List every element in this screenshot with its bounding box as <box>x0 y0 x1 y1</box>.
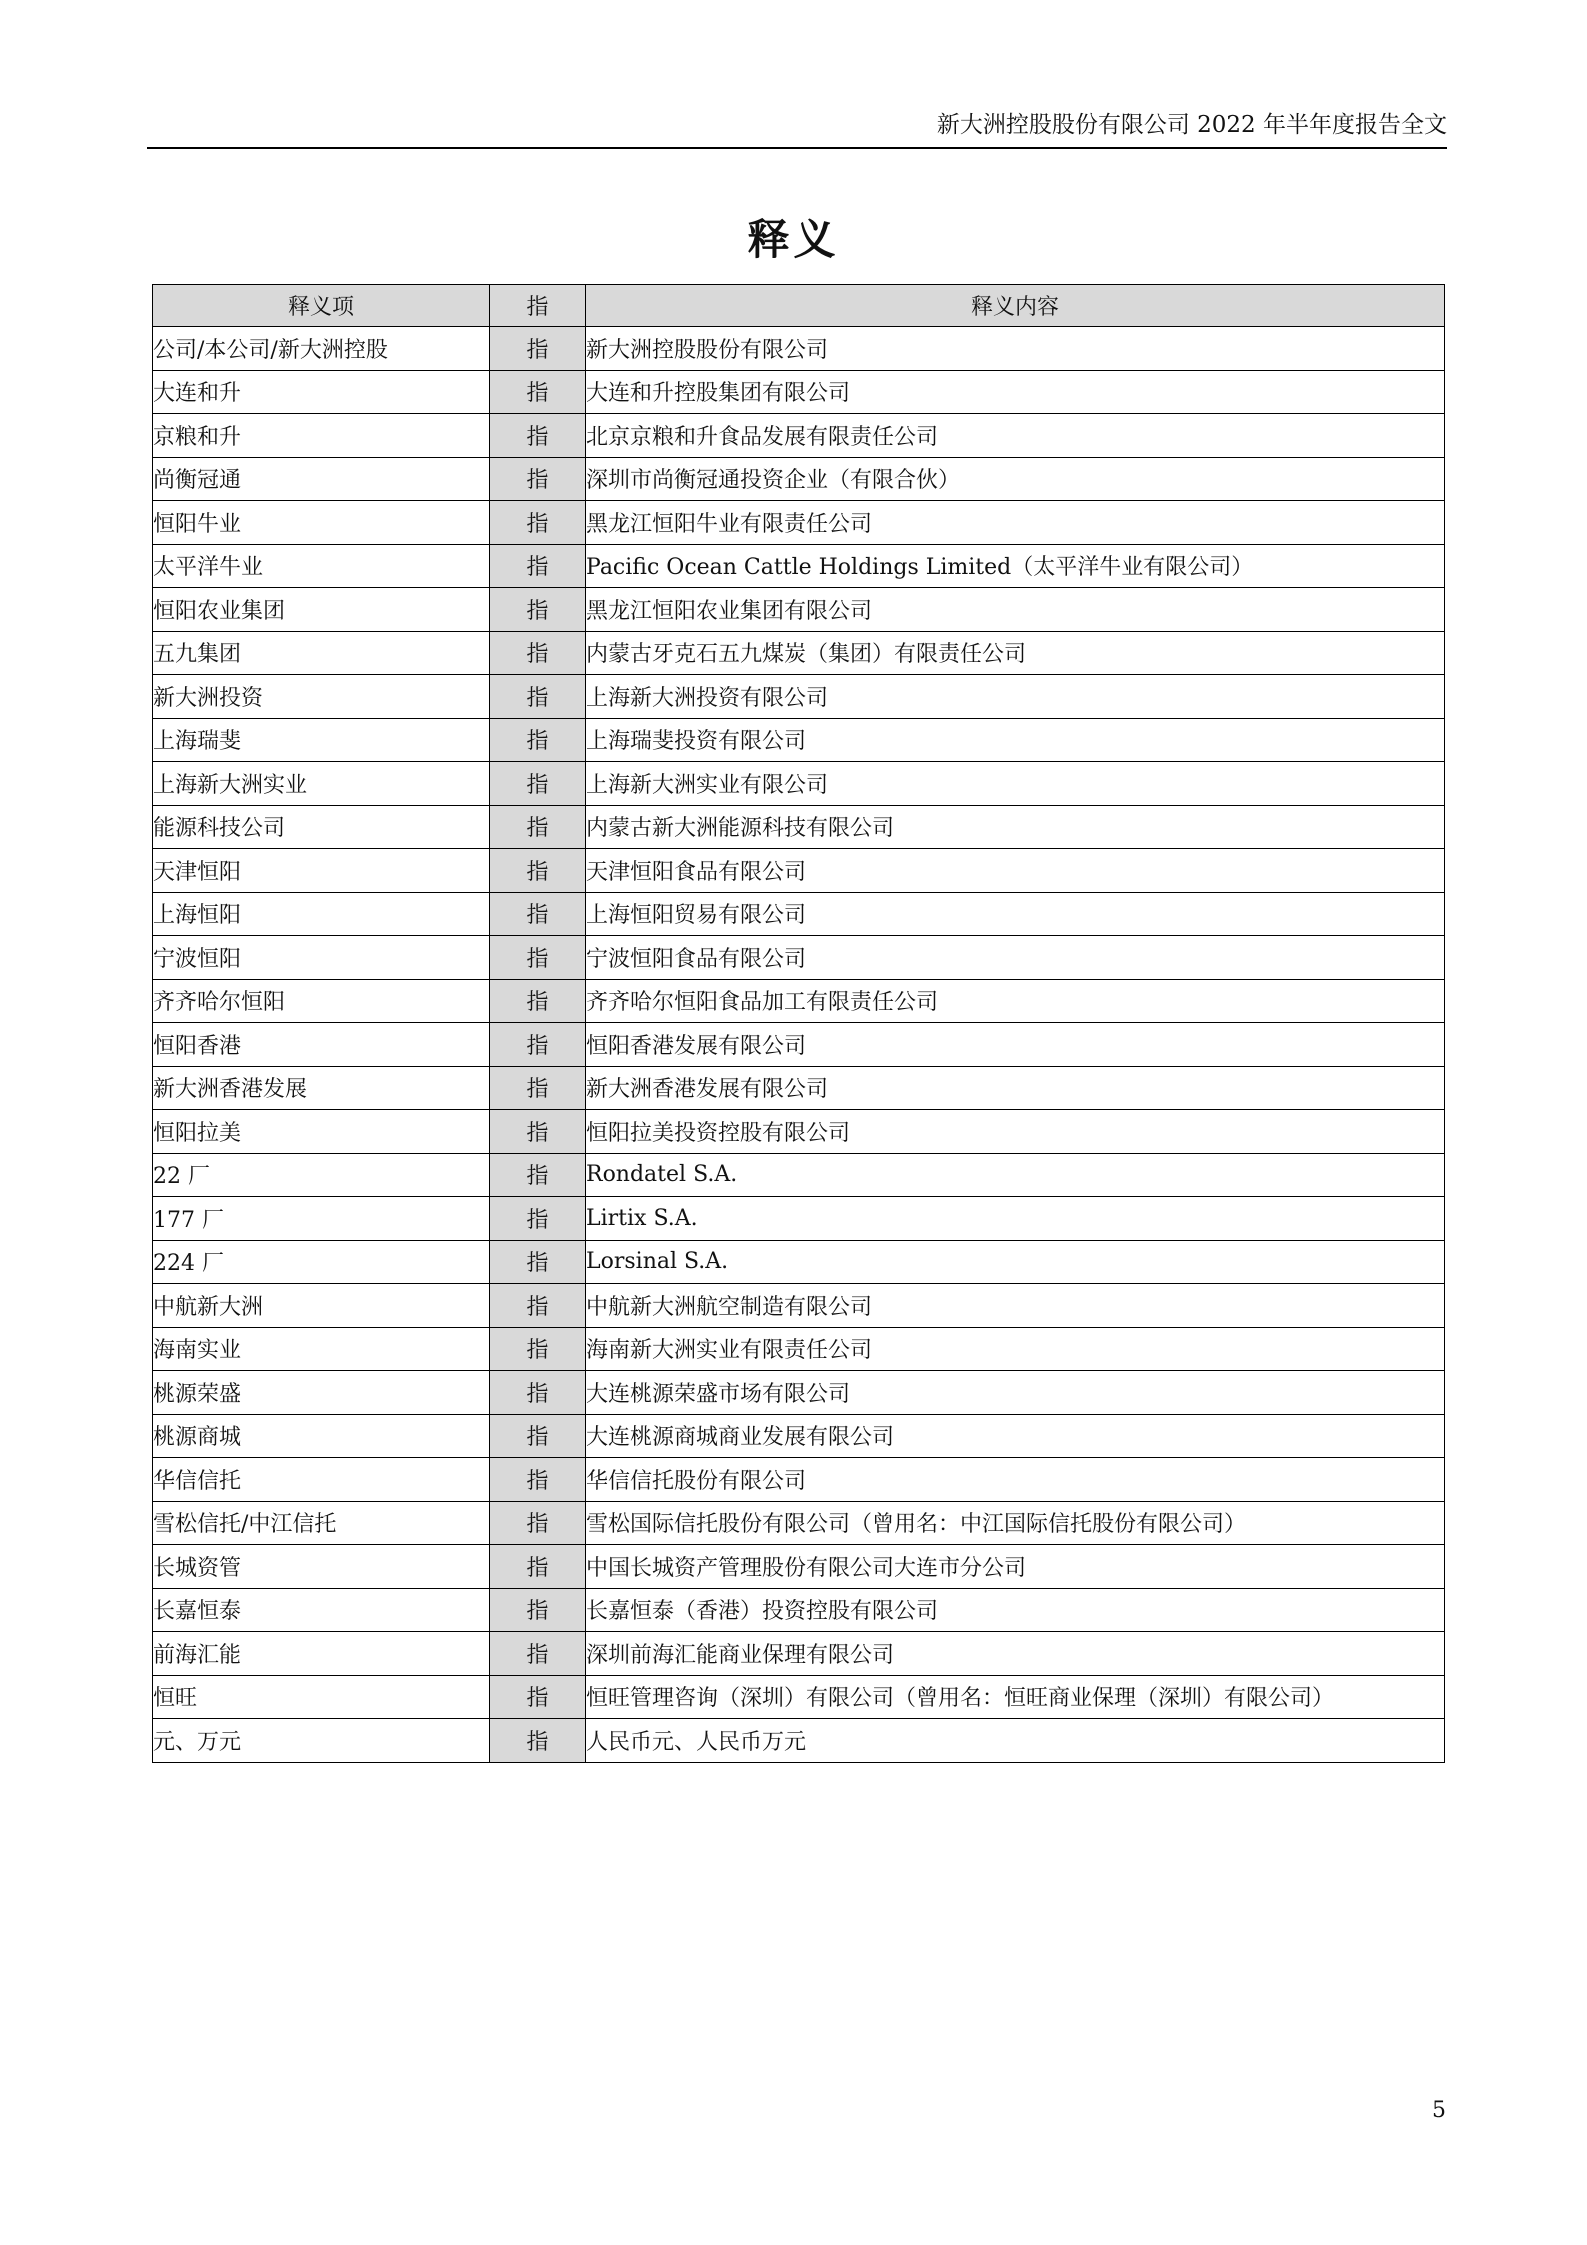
term-cell: 恒阳拉美 <box>153 1110 490 1154</box>
term-cell: 恒旺 <box>153 1675 490 1719</box>
table-row <box>153 1458 1445 1502</box>
ref-cell: 指 <box>490 805 586 849</box>
header-content: 释义内容 <box>586 285 1445 327</box>
term-cell: 177 厂 <box>153 1197 490 1241</box>
ref-cell: 指 <box>490 370 586 414</box>
content-cell: 华信信托股份有限公司 <box>586 1458 1445 1502</box>
content-cell: 恒旺管理咨询（深圳）有限公司（曾用名：恒旺商业保理（深圳）有限公司） <box>586 1675 1445 1719</box>
content-cell: 人民币元、人民币万元 <box>586 1719 1445 1763</box>
term-cell: 恒阳牛业 <box>153 501 490 545</box>
table-row <box>153 936 1445 980</box>
content-cell: 内蒙古牙克石五九煤炭（集团）有限责任公司 <box>586 631 1445 675</box>
content-cell: 深圳前海汇能商业保理有限公司 <box>586 1632 1445 1676</box>
table-row <box>153 805 1445 849</box>
ref-cell: 指 <box>490 588 586 632</box>
ref-cell: 指 <box>490 327 586 371</box>
term-cell: 恒阳农业集团 <box>153 588 490 632</box>
content-cell: 宁波恒阳食品有限公司 <box>586 936 1445 980</box>
term-cell: 恒阳香港 <box>153 1023 490 1067</box>
table-row <box>153 892 1445 936</box>
content-cell: 大连和升控股集团有限公司 <box>586 370 1445 414</box>
header-divider <box>147 147 1447 149</box>
ref-cell: 指 <box>490 1371 586 1415</box>
table-row <box>153 1066 1445 1110</box>
term-cell: 宁波恒阳 <box>153 936 490 980</box>
ref-cell: 指 <box>490 457 586 501</box>
ref-cell: 指 <box>490 1110 586 1154</box>
table-row <box>153 1284 1445 1328</box>
ref-cell: 指 <box>490 1240 586 1284</box>
table-row <box>153 1023 1445 1067</box>
table-row <box>153 1632 1445 1676</box>
ref-cell: 指 <box>490 1153 586 1197</box>
content-cell: 新大洲控股股份有限公司 <box>586 327 1445 371</box>
content-cell: 新大洲香港发展有限公司 <box>586 1066 1445 1110</box>
table-row <box>153 1501 1445 1545</box>
content-cell: Rondatel S.A. <box>586 1153 1445 1197</box>
content-cell: 北京京粮和升食品发展有限责任公司 <box>586 414 1445 458</box>
table-row <box>153 979 1445 1023</box>
content-cell: 上海新大洲实业有限公司 <box>586 762 1445 806</box>
content-cell: Lorsinal S.A. <box>586 1240 1445 1284</box>
ref-cell: 指 <box>490 1719 586 1763</box>
term-cell: 太平洋牛业 <box>153 544 490 588</box>
ref-cell: 指 <box>490 1632 586 1676</box>
ref-cell: 指 <box>490 675 586 719</box>
ref-cell: 指 <box>490 1588 586 1632</box>
page-title: 释义 <box>747 215 840 264</box>
content-cell: 黑龙江恒阳牛业有限责任公司 <box>586 501 1445 545</box>
term-cell: 前海汇能 <box>153 1632 490 1676</box>
table-row <box>153 1197 1445 1241</box>
content-cell: 深圳市尚衡冠通投资企业（有限合伙） <box>586 457 1445 501</box>
header-ref: 指 <box>490 285 586 327</box>
term-cell: 上海新大洲实业 <box>153 762 490 806</box>
definitions-body <box>153 327 1445 1763</box>
table-row <box>153 675 1445 719</box>
content-cell: 天津恒阳食品有限公司 <box>586 849 1445 893</box>
ref-cell: 指 <box>490 1545 586 1589</box>
content-cell: 大连桃源荣盛市场有限公司 <box>586 1371 1445 1415</box>
ref-cell: 指 <box>490 414 586 458</box>
content-cell: 齐齐哈尔恒阳食品加工有限责任公司 <box>586 979 1445 1023</box>
table-row <box>153 501 1445 545</box>
ref-cell: 指 <box>490 1066 586 1110</box>
content-cell: 恒阳拉美投资控股有限公司 <box>586 1110 1445 1154</box>
table-row <box>153 1240 1445 1284</box>
content-cell: 内蒙古新大洲能源科技有限公司 <box>586 805 1445 849</box>
term-cell: 224 厂 <box>153 1240 490 1284</box>
term-cell: 五九集团 <box>153 631 490 675</box>
content-cell: Pacific Ocean Cattle Holdings Limited（太平洋牛业有限公司） <box>586 544 1445 588</box>
ref-cell: 指 <box>490 849 586 893</box>
term-cell: 22 厂 <box>153 1153 490 1197</box>
ref-cell: 指 <box>490 631 586 675</box>
term-cell: 公司/本公司/新大洲控股 <box>153 327 490 371</box>
term-cell: 天津恒阳 <box>153 849 490 893</box>
table-row <box>153 762 1445 806</box>
ref-cell: 指 <box>490 718 586 762</box>
ref-cell: 指 <box>490 1327 586 1371</box>
page-number: 5 <box>1432 2098 1446 2123</box>
table-row <box>153 849 1445 893</box>
header-term: 释义项 <box>153 285 490 327</box>
content-cell: 上海瑞斐投资有限公司 <box>586 718 1445 762</box>
term-cell: 能源科技公司 <box>153 805 490 849</box>
content-cell: Lirtix S.A. <box>586 1197 1445 1241</box>
content-cell: 中国长城资产管理股份有限公司大连市分公司 <box>586 1545 1445 1589</box>
ref-cell: 指 <box>490 1414 586 1458</box>
definitions-table <box>152 284 1445 1763</box>
term-cell: 大连和升 <box>153 370 490 414</box>
table-header-row <box>153 285 1445 327</box>
table-row <box>153 1675 1445 1719</box>
term-cell: 海南实业 <box>153 1327 490 1371</box>
running-header: 新大洲控股股份有限公司 2022 年半年度报告全文 <box>936 112 1447 138</box>
content-cell: 中航新大洲航空制造有限公司 <box>586 1284 1445 1328</box>
table-row <box>153 544 1445 588</box>
table-row <box>153 1110 1445 1154</box>
table-row <box>153 1545 1445 1589</box>
table-row <box>153 718 1445 762</box>
content-cell: 恒阳香港发展有限公司 <box>586 1023 1445 1067</box>
content-cell: 雪松国际信托股份有限公司（曾用名：中江国际信托股份有限公司） <box>586 1501 1445 1545</box>
ref-cell: 指 <box>490 979 586 1023</box>
ref-cell: 指 <box>490 1458 586 1502</box>
term-cell: 京粮和升 <box>153 414 490 458</box>
term-cell: 上海瑞斐 <box>153 718 490 762</box>
ref-cell: 指 <box>490 544 586 588</box>
table-row <box>153 370 1445 414</box>
term-cell: 桃源荣盛 <box>153 1371 490 1415</box>
term-cell: 桃源商城 <box>153 1414 490 1458</box>
term-cell: 中航新大洲 <box>153 1284 490 1328</box>
table-row <box>153 1414 1445 1458</box>
ref-cell: 指 <box>490 1675 586 1719</box>
ref-cell: 指 <box>490 1501 586 1545</box>
term-cell: 长嘉恒泰 <box>153 1588 490 1632</box>
term-cell: 新大洲投资 <box>153 675 490 719</box>
table-row <box>153 588 1445 632</box>
ref-cell: 指 <box>490 1197 586 1241</box>
table-row <box>153 327 1445 371</box>
content-cell: 长嘉恒泰（香港）投资控股有限公司 <box>586 1588 1445 1632</box>
table-row <box>153 1719 1445 1763</box>
content-cell: 大连桃源商城商业发展有限公司 <box>586 1414 1445 1458</box>
content-cell: 海南新大洲实业有限责任公司 <box>586 1327 1445 1371</box>
ref-cell: 指 <box>490 762 586 806</box>
ref-cell: 指 <box>490 936 586 980</box>
table-row <box>153 1153 1445 1197</box>
term-cell: 尚衡冠通 <box>153 457 490 501</box>
table-row <box>153 1588 1445 1632</box>
content-cell: 上海恒阳贸易有限公司 <box>586 892 1445 936</box>
table-row <box>153 414 1445 458</box>
content-cell: 上海新大洲投资有限公司 <box>586 675 1445 719</box>
ref-cell: 指 <box>490 501 586 545</box>
ref-cell: 指 <box>490 1023 586 1067</box>
ref-cell: 指 <box>490 892 586 936</box>
content-cell: 黑龙江恒阳农业集团有限公司 <box>586 588 1445 632</box>
term-cell: 元、万元 <box>153 1719 490 1763</box>
table-row <box>153 1371 1445 1415</box>
term-cell: 长城资管 <box>153 1545 490 1589</box>
term-cell: 齐齐哈尔恒阳 <box>153 979 490 1023</box>
term-cell: 上海恒阳 <box>153 892 490 936</box>
table-row <box>153 631 1445 675</box>
term-cell: 新大洲香港发展 <box>153 1066 490 1110</box>
term-cell: 华信信托 <box>153 1458 490 1502</box>
term-cell: 雪松信托/中江信托 <box>153 1501 490 1545</box>
table-row <box>153 1327 1445 1371</box>
ref-cell: 指 <box>490 1284 586 1328</box>
table-row <box>153 457 1445 501</box>
